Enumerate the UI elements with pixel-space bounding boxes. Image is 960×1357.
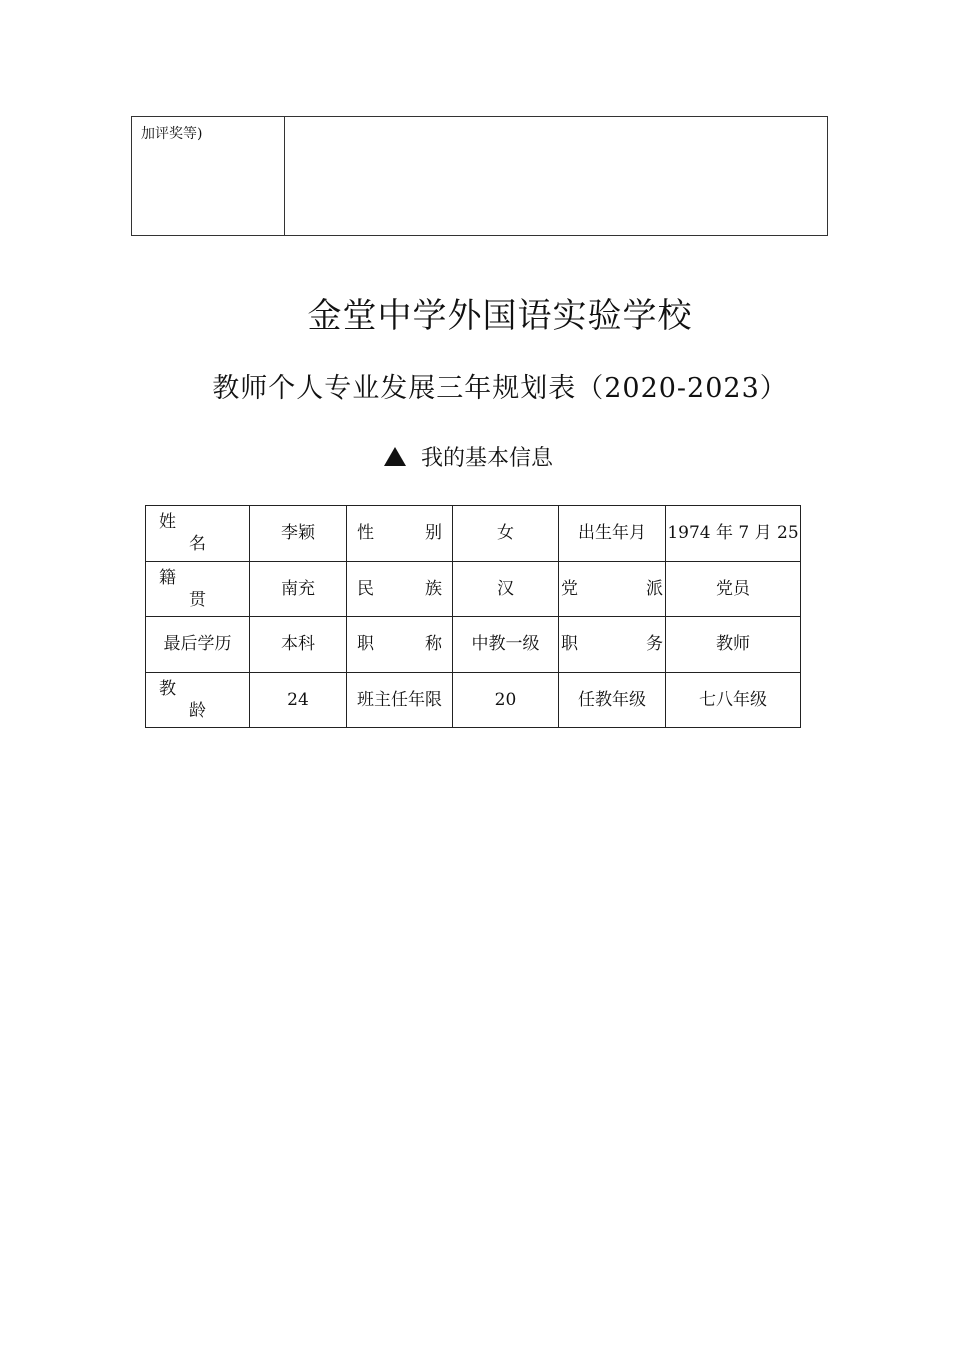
table-row [146, 672, 801, 728]
head-teacher-label: 班主任年限 [347, 672, 453, 728]
title-value: 中教一级 [453, 617, 559, 673]
ethnicity-label-cell: 民 族 [347, 561, 453, 617]
years-label-cell: 教 龄 [146, 672, 250, 728]
awards-table [131, 116, 828, 236]
origin-label-cell: 籍 贯 [146, 561, 250, 617]
section-heading [384, 441, 553, 472]
table-row [146, 561, 801, 617]
years-value: 24 [250, 672, 347, 728]
table-row [146, 506, 801, 562]
school-name: 金堂中学外国语实验学校 [307, 296, 693, 336]
plan-title: 教师个人专业发展三年规划表（2020-2023） [212, 373, 788, 404]
education-value: 本科 [250, 617, 347, 673]
awards-label: 加评奖等) [141, 126, 203, 142]
position-value: 教师 [666, 617, 801, 673]
party-value: 党员 [666, 561, 801, 617]
basic-info-table [145, 505, 801, 728]
birth-value: 1974 年 7 月 25 [666, 506, 801, 562]
head-teacher-value: 20 [453, 672, 559, 728]
position-label-cell: 职 务 [559, 617, 666, 673]
grade-value: 七八年级 [666, 672, 801, 728]
name-label-cell: 姓 名 [146, 506, 250, 562]
title-label-cell: 职 称 [347, 617, 453, 673]
name-value: 李颖 [250, 506, 347, 562]
filled-triangle-icon [384, 447, 406, 466]
gender-value: 女 [453, 506, 559, 562]
table-row [146, 617, 801, 673]
gender-label-cell: 性 别 [347, 506, 453, 562]
origin-value: 南充 [250, 561, 347, 617]
education-label: 最后学历 [146, 617, 250, 673]
awards-content-cell [285, 117, 828, 236]
awards-label-cell [132, 117, 285, 236]
section-title: 我的基本信息 [421, 446, 554, 471]
grade-label: 任教年级 [559, 672, 666, 728]
party-label-cell: 党 派 [559, 561, 666, 617]
ethnicity-value: 汉 [453, 561, 559, 617]
birth-label: 出生年月 [559, 506, 666, 562]
